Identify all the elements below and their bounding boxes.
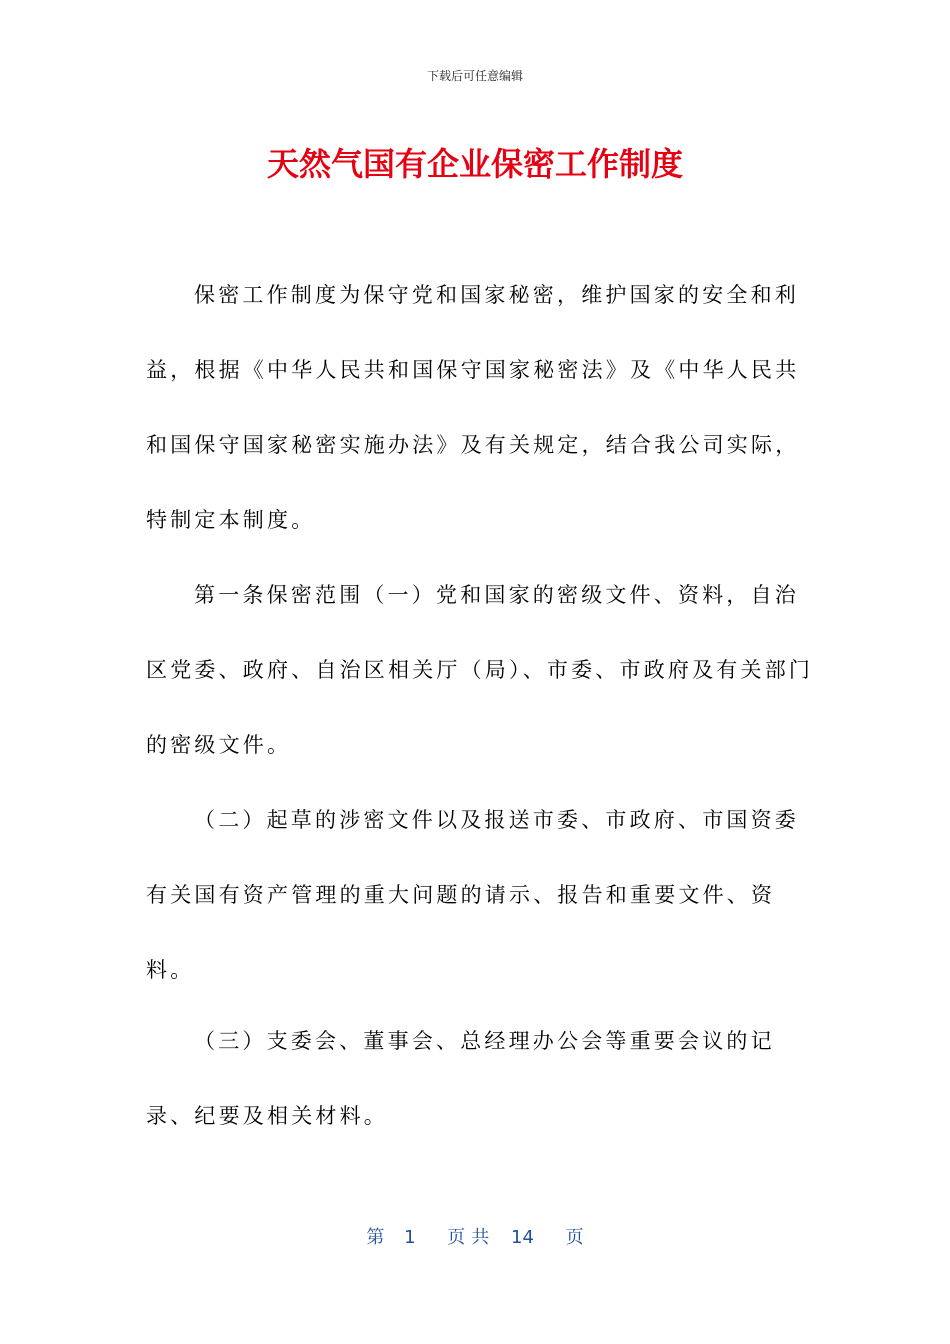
- paragraph-item-2: （二）起草的涉密文件以及报送市委、市政府、市国资委有关国有资产管理的重大问题的请示、报告和重要文件、资料。: [146, 808, 799, 982]
- footer-prefix: 第: [366, 1227, 385, 1248]
- page-header-note: 下载后可任意编辑: [426, 69, 523, 83]
- footer-middle: 页共: [447, 1227, 496, 1248]
- page-footer: [0, 1226, 950, 1250]
- footer-current-page: 1: [404, 1227, 416, 1248]
- footer-suffix: 页: [565, 1227, 584, 1248]
- paragraph-intro: 保密工作制度为保守党和国家秘密，维护国家的安全和利益，根据《中华人民共和国保守国家秘密法》及《中华人民共和国保守国家秘密实施办法》及有关规定，结合我公司实际，特制定本制度。: [146, 283, 800, 532]
- document-body-continued: [146, 1004, 814, 1154]
- footer-total-pages: 14: [511, 1227, 534, 1248]
- paragraph-article-1: 第一条保密范围（一）党和国家的密级文件、资料，自治区党委、政府、自治区相关厅（局）、市委、市政府及有关部门的密级文件。: [146, 583, 814, 757]
- paragraph-item-3: （三）支委会、董事会、总经理办公会等重要会议的记录、纪要及相关材料。: [146, 1029, 775, 1128]
- document-body: [146, 258, 814, 1008]
- document-title: 天然气国有企业保密工作制度: [266, 145, 683, 183]
